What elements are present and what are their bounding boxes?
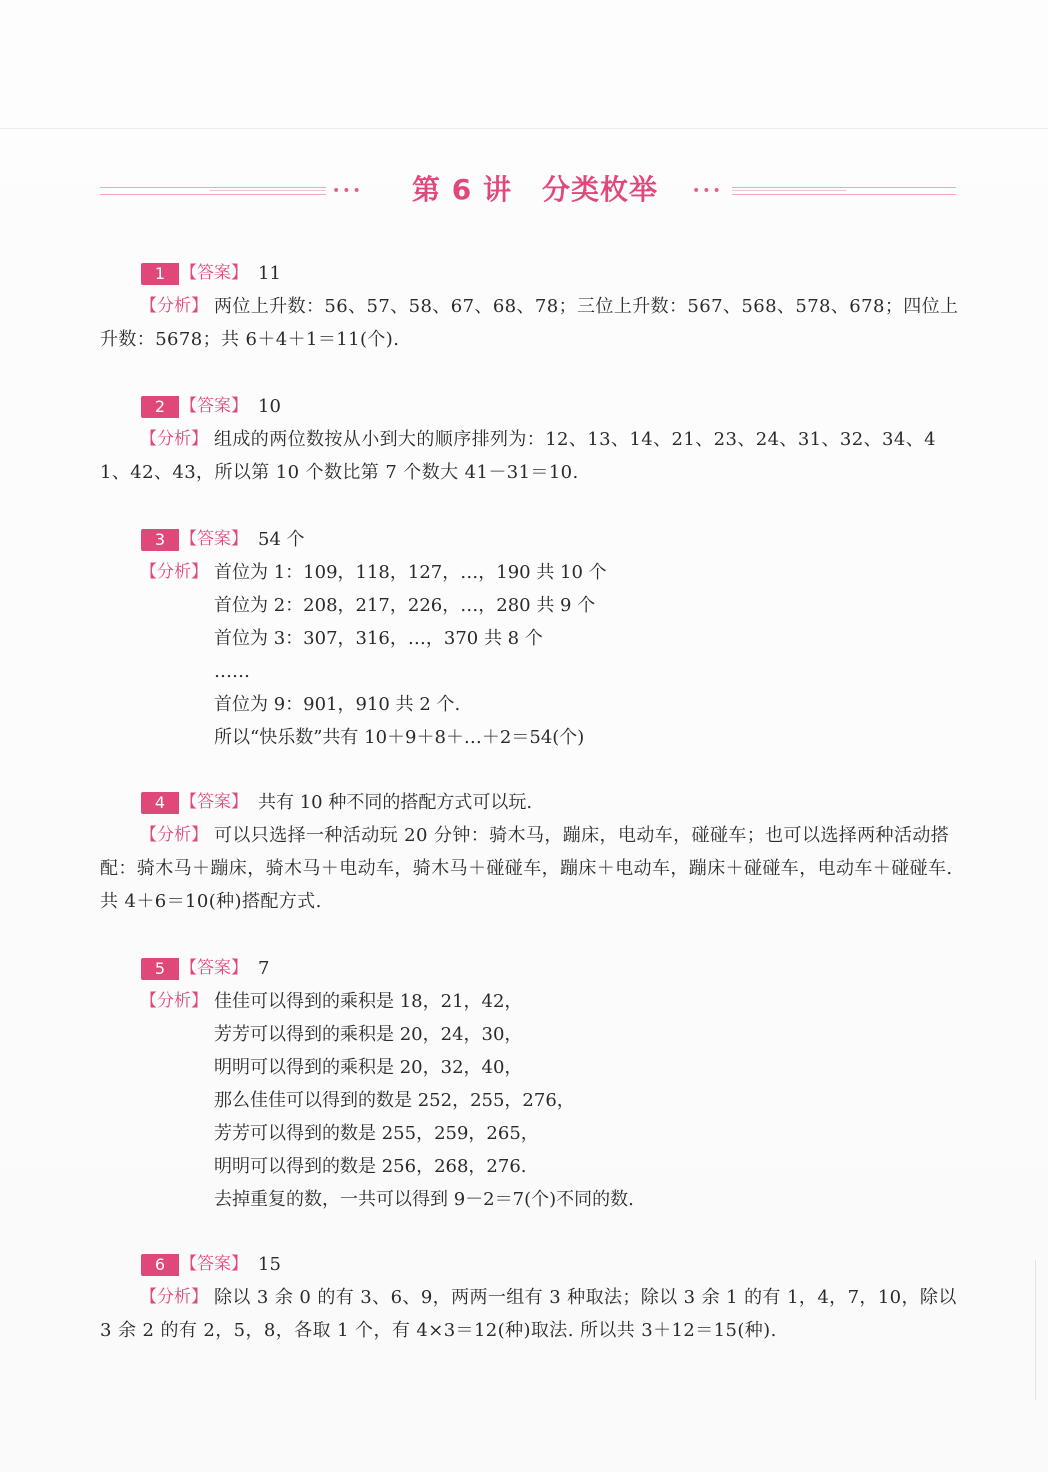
analysis-line: 所以“快乐数”共有 10＋9＋8＋…＋2＝54(个) bbox=[214, 727, 585, 748]
analysis-line: 首位为 1：109，118，127，…，190 共 10 个 bbox=[214, 562, 607, 583]
analysis-row bbox=[100, 290, 960, 356]
question-number-badge: 5 bbox=[141, 958, 179, 980]
answer-label: 【答案】 bbox=[180, 1254, 248, 1274]
lecture-number: 第 6 讲 bbox=[412, 173, 512, 206]
analysis-line: 芳芳可以得到的乘积是 20，24，30， bbox=[214, 1024, 523, 1045]
analysis-lines bbox=[100, 556, 960, 754]
item-1 bbox=[100, 257, 960, 356]
answer-label: 【答案】 bbox=[180, 529, 248, 549]
analysis-text: 组成的两位数按从小到大的顺序排列为：12、13、14、21、23、24、31、32、34、41、42、43，所以第 10 个数比第 7 个数大 41－31＝10. bbox=[100, 429, 936, 483]
item-5 bbox=[100, 952, 960, 1216]
answer-label: 【答案】 bbox=[180, 396, 248, 416]
answer-row bbox=[100, 786, 960, 819]
lecture-topic: 分类枚举 bbox=[541, 173, 658, 206]
analysis-row bbox=[100, 556, 960, 754]
analysis-label: 【分析】 bbox=[140, 296, 208, 316]
analysis-text: 可以只选择一种活动玩 20 分钟：骑木马，蹦床，电动车，碰碰车；也可以选择两种活动搭配：骑木马＋蹦床，骑木马＋电动车，骑木马＋碰碰车，蹦床＋电动车，蹦床＋碰碰车，电动车＋碰碰车. 共 4＋6＝10(种)搭配方式. bbox=[100, 825, 953, 912]
answer-row bbox=[100, 257, 960, 290]
answer-row bbox=[100, 952, 960, 985]
answer-value: 共有 10 种不同的搭配方式可以玩. bbox=[258, 792, 533, 813]
analysis-text: 除以 3 余 0 的有 3、6、9，两两一组有 3 种取法；除以 3 余 1 的有 1，4，7，10，除以 3 余 2 的有 2，5，8，各取 1 个，有 4×3＝12(种)取法. 所以共 3＋12＝15(种). bbox=[100, 1287, 957, 1341]
analysis-line: …… bbox=[214, 661, 250, 682]
analysis-line: 芳芳可以得到的数是 255，259，265， bbox=[214, 1123, 539, 1144]
answer-label: 【答案】 bbox=[180, 263, 248, 283]
question-number-badge: 4 bbox=[141, 792, 179, 814]
analysis-line: 首位为 3：307，316，…，370 共 8 个 bbox=[214, 628, 543, 649]
answer-row bbox=[100, 390, 960, 423]
analysis-line: 明明可以得到的数是 256，268，276. bbox=[214, 1156, 527, 1177]
analysis-line: 去掉重复的数，一共可以得到 9－2＝7(个)不同的数. bbox=[214, 1189, 634, 1210]
analysis-label: 【分析】 bbox=[140, 991, 208, 1011]
scan-edge-line bbox=[0, 128, 1048, 129]
question-number-badge: 6 bbox=[141, 1254, 179, 1276]
page-header bbox=[100, 168, 956, 212]
item-6 bbox=[100, 1248, 960, 1347]
question-number-badge: 1 bbox=[141, 263, 179, 285]
header-rule-right bbox=[732, 187, 956, 195]
item-3 bbox=[100, 523, 960, 754]
answer-label: 【答案】 bbox=[180, 958, 248, 978]
analysis-label: 【分析】 bbox=[140, 562, 208, 582]
answer-row bbox=[100, 1248, 960, 1281]
header-dots-left: ••• bbox=[332, 183, 363, 199]
analysis-row bbox=[100, 985, 960, 1216]
answer-value: 10 bbox=[258, 396, 281, 417]
analysis-line: 首位为 2：208，217，226，…，280 共 9 个 bbox=[214, 595, 596, 616]
answer-value: 15 bbox=[258, 1254, 281, 1275]
answer-row bbox=[100, 523, 960, 556]
question-number-badge: 2 bbox=[141, 396, 179, 418]
answer-value: 54 个 bbox=[258, 529, 305, 550]
page-title bbox=[390, 168, 680, 208]
page-edge-line bbox=[1035, 1260, 1036, 1400]
analysis-text: 两位上升数：56、57、58、67、68、78；三位上升数：567、568、578、678；四位上升数：5678；共 6＋4＋1＝11(个). bbox=[100, 296, 959, 350]
question-number-badge: 3 bbox=[141, 529, 179, 551]
answer-label: 【答案】 bbox=[180, 792, 248, 812]
header-dots-right: ••• bbox=[692, 183, 723, 199]
analysis-row bbox=[100, 423, 960, 489]
answer-value: 11 bbox=[258, 263, 281, 284]
analysis-lines bbox=[100, 985, 960, 1216]
analysis-line: 明明可以得到的乘积是 20，32，40， bbox=[214, 1057, 523, 1078]
analysis-label: 【分析】 bbox=[140, 429, 208, 449]
analysis-line: 首位为 9：901，910 共 2 个. bbox=[214, 694, 461, 715]
analysis-line: 佳佳可以得到的乘积是 18，21，42， bbox=[214, 991, 523, 1012]
item-2 bbox=[100, 390, 960, 489]
analysis-label: 【分析】 bbox=[140, 825, 208, 845]
header-rule-left bbox=[100, 187, 326, 195]
item-4 bbox=[100, 786, 960, 918]
analysis-row bbox=[100, 1281, 960, 1347]
analysis-label: 【分析】 bbox=[140, 1287, 208, 1307]
analysis-row bbox=[100, 819, 960, 918]
answer-value: 7 bbox=[258, 958, 270, 979]
analysis-line: 那么佳佳可以得到的数是 252，255，276， bbox=[214, 1090, 575, 1111]
